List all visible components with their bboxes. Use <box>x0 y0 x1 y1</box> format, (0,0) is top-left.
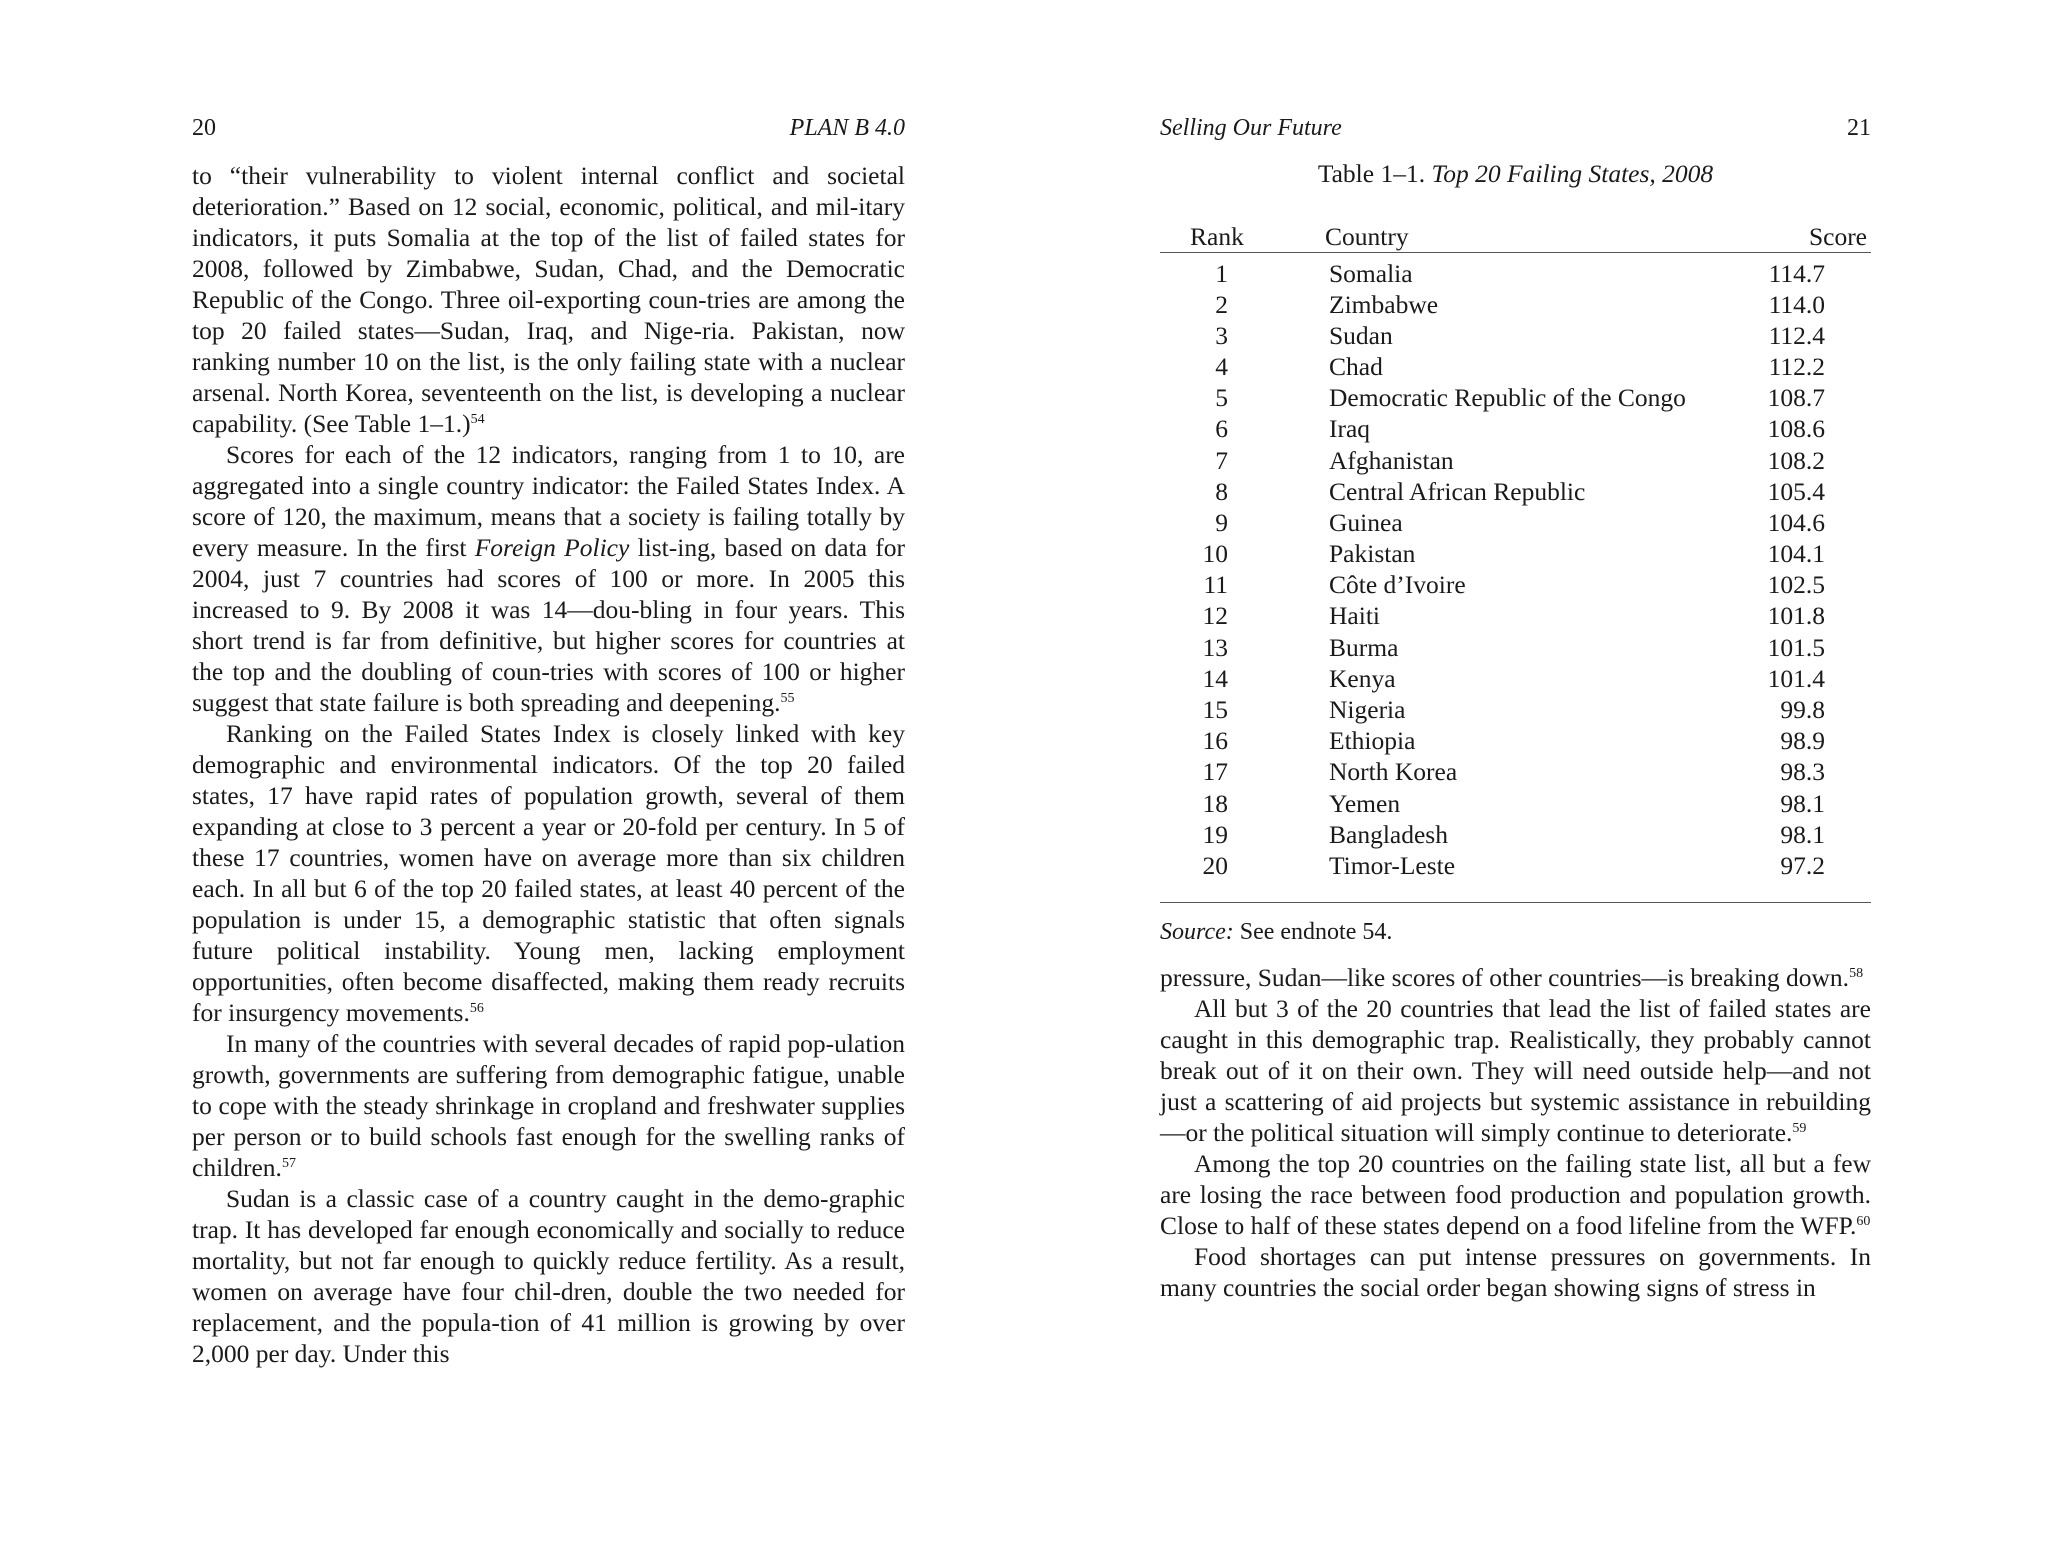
rank-cell: 20 <box>1202 850 1228 880</box>
table-row <box>1160 383 1871 414</box>
country-cell: Democratic Republic of the Congo <box>1329 383 1686 413</box>
rank-cell: 2 <box>1215 289 1228 319</box>
country-cell: Haiti <box>1329 601 1380 631</box>
source-text: See endnote 54. <box>1239 919 1393 945</box>
score-cell: 98.9 <box>1780 726 1825 756</box>
country-cell: Afghanistan <box>1329 445 1454 475</box>
page-number-right: 21 <box>1847 115 1871 141</box>
rank-cell: 6 <box>1215 414 1228 444</box>
text-run: pressure, Sudan—like scores of other countries—is breaking down. <box>1160 963 1850 992</box>
score-cell: 101.4 <box>1767 663 1825 693</box>
endnote-ref: 59 <box>1792 1121 1807 1136</box>
table-bottom-rule <box>1160 902 1871 903</box>
score-cell: 108.7 <box>1767 383 1825 413</box>
rank-cell: 18 <box>1202 788 1228 818</box>
body-text-left <box>192 160 905 1369</box>
rank-cell: 13 <box>1202 632 1228 662</box>
table-row <box>1160 320 1871 351</box>
rank-cell: 19 <box>1202 819 1228 849</box>
header-country: Country <box>1325 220 1765 253</box>
table-row <box>1160 253 1871 290</box>
country-cell: Zimbabwe <box>1329 289 1439 319</box>
endnote-ref: 56 <box>469 1001 484 1016</box>
table-source <box>1160 916 1871 948</box>
table-row <box>1160 694 1871 725</box>
paragraph <box>1160 1148 1871 1241</box>
table-row <box>1160 601 1871 632</box>
paragraph <box>192 160 905 439</box>
rank-cell: 15 <box>1202 695 1228 725</box>
rank-cell: 17 <box>1202 757 1228 787</box>
paragraph <box>192 1028 905 1183</box>
text-run: Sudan is a classic case of a country caught in the demo-graphic trap. It has developed far enough economically and socially to reduce mortality, but not far enough to quickly reduce fertility. As a result, women on average have four chil-dren, double the two needed for replacement, and the popula-tion of 41 million is growing by over 2,000 per day. Under this <box>192 1184 905 1368</box>
endnote-ref: 54 <box>470 412 485 427</box>
score-cell: 108.2 <box>1767 445 1825 475</box>
score-cell: 97.2 <box>1780 850 1825 880</box>
paragraph <box>192 1183 905 1369</box>
score-cell: 98.1 <box>1780 788 1825 818</box>
table-header-row <box>1160 220 1871 253</box>
country-cell: Timor-Leste <box>1329 850 1456 880</box>
paragraph <box>1160 993 1871 1148</box>
text-run: to “their vulnerability to violent internal conflict and societal deterioration.” Based on 12 social, economic, political, and mil-itary indicators, it puts Somalia at the top of the list of failed states for 2008, followed by Zimbabwe, Sudan, Chad, and the Democratic Republic of the Congo. Three oil-exporting coun-tries are among the top 20 failed states—Sudan, Iraq, and Nige-ria. Pakistan, now ranking number 10 on the list, is the only failing state with a nuclear arsenal. North Korea, seventeenth on the list, is developing a nuclear capability. (See Table 1–1.) <box>192 161 905 438</box>
score-cell: 114.0 <box>1768 289 1825 319</box>
table-row <box>1160 507 1871 538</box>
endnote-ref: 60 <box>1856 1214 1871 1229</box>
header-score: Score <box>1765 220 1871 253</box>
country-cell: Bangladesh <box>1329 819 1448 849</box>
table-row <box>1160 663 1871 694</box>
country-cell: Sudan <box>1329 320 1393 350</box>
country-cell: Yemen <box>1329 788 1401 818</box>
table-row <box>1160 289 1871 320</box>
paragraph <box>192 439 905 718</box>
rank-cell: 7 <box>1215 445 1228 475</box>
country-cell: Ethiopia <box>1329 726 1416 756</box>
score-cell: 104.6 <box>1767 507 1825 537</box>
score-cell: 105.4 <box>1767 476 1825 506</box>
rank-cell: 4 <box>1215 351 1228 381</box>
rank-cell: 16 <box>1202 726 1228 756</box>
country-cell: North Korea <box>1329 757 1458 787</box>
paragraph <box>1160 1241 1871 1303</box>
rank-cell: 8 <box>1215 476 1228 506</box>
rank-cell: 5 <box>1215 383 1228 413</box>
running-title-left: PLAN B 4.0 <box>789 115 905 141</box>
score-cell: 98.1 <box>1780 819 1825 849</box>
text-run: Food shortages can put intense pressures on governments. In many countries the social order began showing signs of stress in <box>1160 1242 1871 1302</box>
table-row <box>1160 570 1871 601</box>
table-row <box>1160 414 1871 445</box>
table-row <box>1160 476 1871 507</box>
text-run: Scores for each of the 12 indicators, ranging from 1 to 10, are aggregated into a single country indicator: the Failed States Index. A score of 120, the maximum, means that a society is failing totally by every measure. In the first <box>192 440 905 562</box>
country-cell: Central African Republic <box>1329 476 1586 506</box>
country-cell: Nigeria <box>1329 695 1406 725</box>
table-row <box>1160 351 1871 382</box>
score-cell: 104.1 <box>1767 539 1825 569</box>
score-cell: 114.7 <box>1768 259 1825 288</box>
text-run: In many of the countries with several decades of rapid pop-ulation growth, governments are suffering from demographic fatigue, unable to cope with the steady shrinkage in cropland and freshwater supplies per person or to build schools fast enough for the swelling ranks of children. <box>192 1029 905 1182</box>
rank-cell: 1 <box>1215 259 1228 288</box>
endnote-ref: 57 <box>281 1156 296 1171</box>
rank-cell: 12 <box>1202 601 1228 631</box>
score-cell: 101.5 <box>1767 632 1825 662</box>
header-rank: Rank <box>1160 220 1325 253</box>
table-caption-label: Table 1–1. <box>1317 159 1426 188</box>
table-row <box>1160 788 1871 819</box>
score-cell: 112.4 <box>1768 320 1825 350</box>
rank-cell: 14 <box>1202 663 1228 693</box>
text-run: list-ing, based on data for 2004, just 7 countries had scores of 100 or more. In 2005 this increased to 9. By 2008 it was 14—dou-bling in four years. This short trend is far from definitive, but higher scores for countries at the top and the doubling of coun-tries with scores of 100 or higher suggest that state failure is both spreading and deepening. <box>192 533 905 717</box>
running-title-right: Selling Our Future <box>1160 115 1342 141</box>
paragraph <box>1160 962 1871 993</box>
country-cell: Somalia <box>1329 259 1413 288</box>
rank-cell: 3 <box>1215 320 1228 350</box>
country-cell: Guinea <box>1329 507 1403 537</box>
rank-cell: 11 <box>1203 570 1228 600</box>
table-caption-title: Top 20 Failing States, 2008 <box>1431 159 1714 188</box>
running-head-left <box>192 112 905 144</box>
country-cell: Côte d’Ivoire <box>1329 570 1466 600</box>
score-cell: 102.5 <box>1767 570 1825 600</box>
page-number-left: 20 <box>192 115 216 141</box>
score-cell: 108.6 <box>1767 414 1825 444</box>
body-text-right <box>1160 962 1871 1303</box>
endnote-ref: 58 <box>1849 966 1864 981</box>
score-cell: 112.2 <box>1768 351 1825 381</box>
score-cell: 98.3 <box>1780 757 1825 787</box>
paragraph <box>192 718 905 1028</box>
table-row <box>1160 819 1871 850</box>
source-label: Source: <box>1160 919 1234 945</box>
country-cell: Pakistan <box>1329 539 1416 569</box>
country-cell: Chad <box>1329 351 1383 381</box>
country-cell: Burma <box>1329 632 1399 662</box>
italic-title: Foreign Policy <box>474 533 630 562</box>
rank-cell: 10 <box>1202 539 1228 569</box>
table-row <box>1160 445 1871 476</box>
table-row <box>1160 850 1871 881</box>
score-cell: 99.8 <box>1780 695 1825 725</box>
table-caption <box>1160 158 1871 190</box>
table-row <box>1160 632 1871 663</box>
text-run: Among the top 20 countries on the failing state list, all but a few are losing the race between food production and population growth. Close to half of these states depend on a food lifeline from the WFP. <box>1160 1149 1871 1240</box>
text-run: All but 3 of the 20 countries that lead the list of failed states are caught in this demographic trap. Realistically, they probably cannot break out of it on their own. They will need outside help—and not just a scattering of aid projects but systemic assistance in rebuilding—or the political situation will simply continue to deteriorate. <box>1160 994 1871 1147</box>
table-row <box>1160 539 1871 570</box>
score-cell: 101.8 <box>1767 601 1825 631</box>
running-head-right <box>1160 112 1871 144</box>
rank-cell: 9 <box>1215 507 1228 537</box>
text-run: Ranking on the Failed States Index is closely linked with key demographic and environmental indicators. Of the top 20 failed states, 17 have rapid rates of population growth, several of them expanding at close to 3 percent a year or 20-fold per century. In 5 of these 17 countries, women have on average more than six children each. In all but 6 of the top 20 failed states, at least 40 percent of the population is under 15, a demographic statistic that often signals future political instability. Young men, lacking employment opportunities, often become disaffected, making them ready recruits for insurgency movements. <box>192 719 905 1027</box>
endnote-ref: 55 <box>780 691 795 706</box>
country-cell: Kenya <box>1329 663 1396 693</box>
country-cell: Iraq <box>1329 414 1371 444</box>
failing-states-table <box>1160 220 1871 882</box>
table-row <box>1160 757 1871 788</box>
table-body <box>1160 253 1871 882</box>
table-row <box>1160 726 1871 757</box>
